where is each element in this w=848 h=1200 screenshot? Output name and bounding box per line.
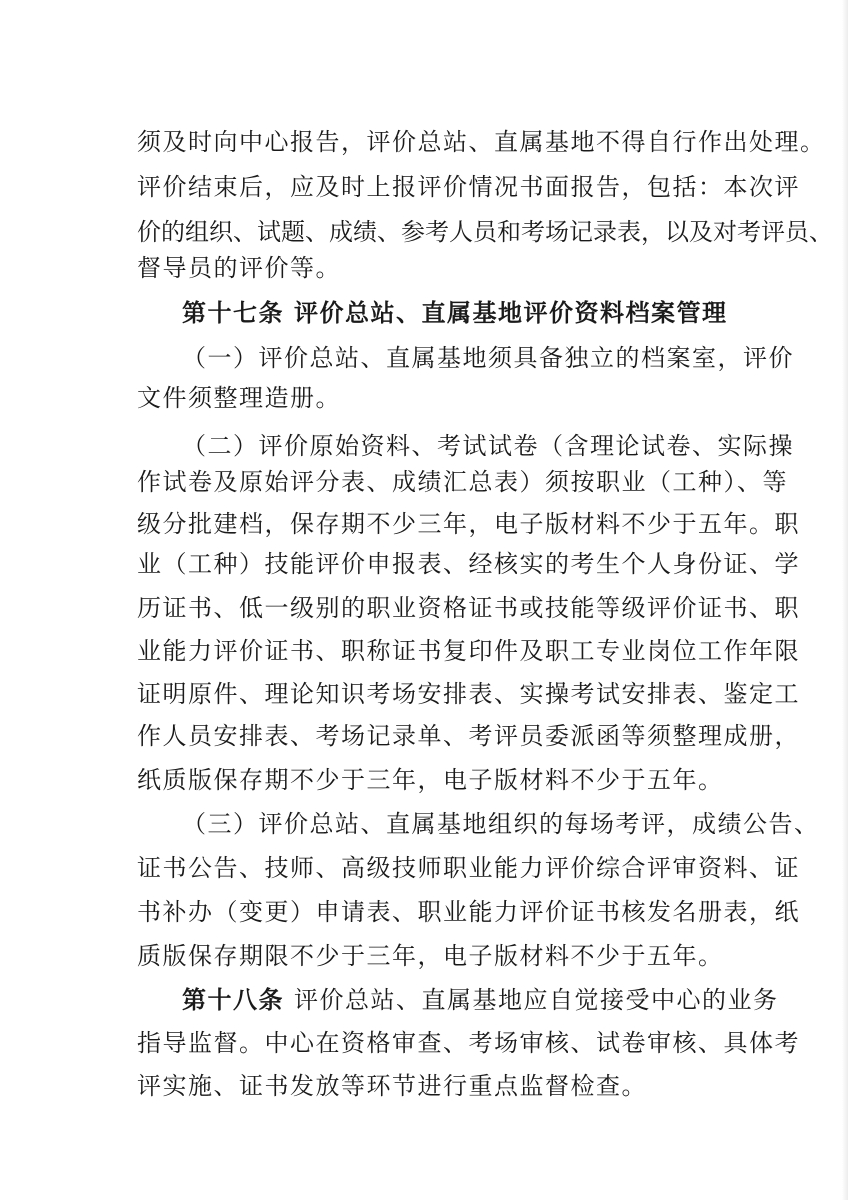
text-line: 指导监督。中心在资格审查、考场审核、试卷审核、具体考: [137, 1029, 800, 1057]
text-line: 证书公告、技师、高级技师职业能力评价综合评审资料、证: [137, 854, 800, 882]
text-line: （一）评价总站、直属基地须具备独立的档案室，评价: [182, 344, 794, 372]
text-line: 文件须整理造册。: [137, 384, 341, 412]
text-line: 书补办（变更）申请表、职业能力评价证书核发名册表，纸: [137, 898, 800, 926]
article-18-text: 评价总站、直属基地应自觉接受中心的业务: [294, 986, 779, 1014]
article-17-number: 第十七条: [182, 299, 284, 327]
article-18-first-line: [182, 984, 779, 1016]
article-18-number: 第十八条: [182, 986, 284, 1014]
text-line: 督导员的评价等。: [137, 254, 341, 282]
article-17-title: 评价总站、直属基地评价资料档案管理: [294, 299, 728, 327]
text-line: 证明原件、理论知识考场安排表、实操考试安排表、鉴定工: [137, 680, 800, 708]
article-17-heading: [182, 297, 727, 329]
text-line: 历证书、低一级别的职业资格证书或技能等级评价证书、职: [137, 594, 800, 622]
scan-edge-shadow: [842, 0, 848, 1200]
text-line: 业（工种）技能评价申报表、经核实的考生个人身份证、学: [137, 550, 800, 578]
text-line: 级分批建档，保存期不少三年，电子版材料不少于五年。职: [137, 510, 800, 538]
text-line: （三）评价总站、直属基地组织的每场考评，成绩公告、: [182, 810, 820, 838]
text-line: 作试卷及原始评分表、成绩汇总表）须按职业（工种）、等: [137, 468, 788, 496]
text-line: 质版保存期限不少于三年，电子版材料不少于五年。: [137, 942, 724, 970]
text-line: 价的组织、试题、成绩、参考人员和考场记录表，以及对考评员、: [137, 218, 833, 246]
text-line: 评实施、证书发放等环节进行重点监督检查。: [137, 1072, 647, 1100]
text-line: 作人员安排表、考场记录单、考评员委派函等须整理成册，: [137, 722, 800, 750]
text-line: 评价结束后，应及时上报评价情况书面报告，包括：本次评: [137, 173, 800, 201]
text-line: （二）评价原始资料、考试试卷（含理论试卷、实际操: [182, 432, 794, 460]
text-line: 业能力评价证书、职称证书复印件及职工专业岗位工作年限: [137, 637, 800, 665]
text-line: 纸质版保存期不少于三年，电子版材料不少于五年。: [137, 766, 724, 794]
text-line: 须及时向中心报告，评价总站、直属基地不得自行作出处理。: [137, 128, 826, 156]
